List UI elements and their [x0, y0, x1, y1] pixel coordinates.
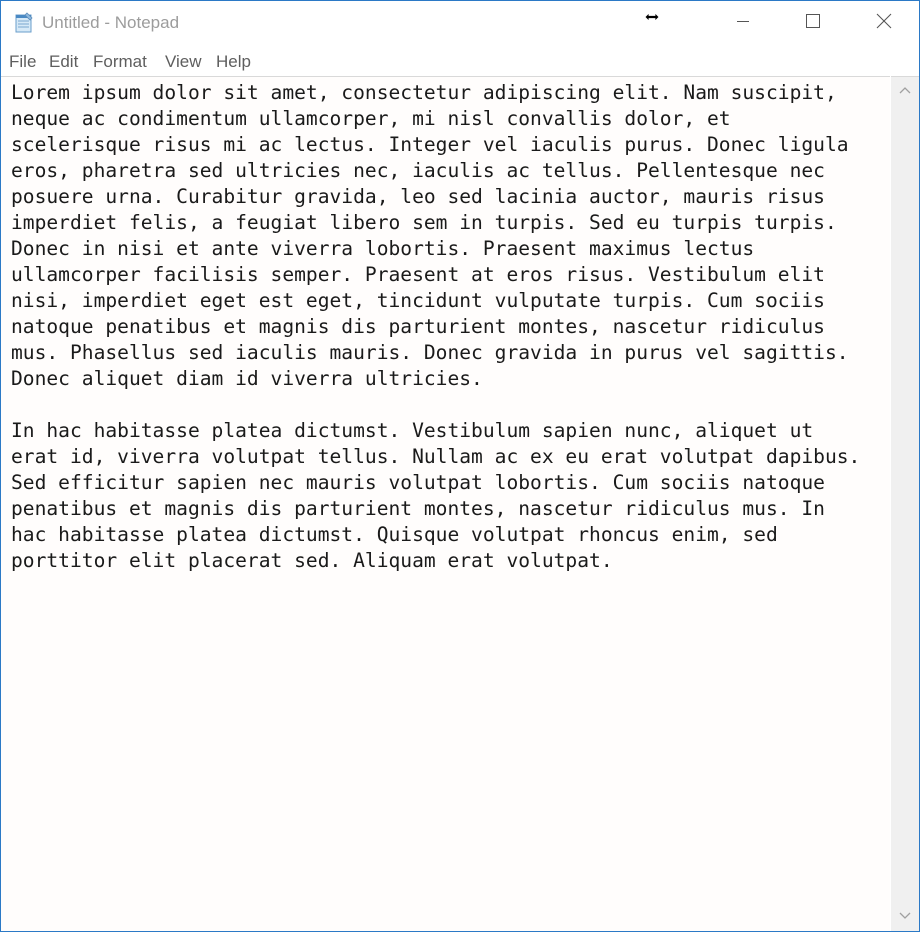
menu-edit[interactable]: Edit: [49, 52, 79, 71]
menu-bar: [1, 46, 919, 76]
menu-help[interactable]: Help: [216, 52, 251, 71]
scroll-up-arrow-icon: [898, 82, 912, 100]
window-title: Untitled - Notepad: [42, 13, 180, 32]
vertical-scrollbar[interactable]: [891, 76, 919, 932]
horizontal-resize-cursor-icon: [644, 10, 660, 24]
title-bar[interactable]: [1, 1, 919, 46]
menu-view[interactable]: View: [165, 52, 202, 71]
maximize-icon: [805, 13, 821, 34]
close-icon: [876, 13, 892, 34]
scroll-down-arrow-icon: [898, 908, 912, 926]
close-button[interactable]: [861, 1, 907, 46]
scroll-down-button[interactable]: [891, 903, 919, 931]
maximize-button[interactable]: [790, 1, 836, 46]
scroll-up-button[interactable]: [891, 77, 919, 105]
editor-content[interactable]: Lorem ipsum dolor sit amet, consectetur adipiscing elit. Nam suscipit, neque ac condimentum ullamcorper, mi nisl convallis dolor, et scelerisque risus mi ac lectus. Integer vel iaculis purus. Donec ligula eros, pharetra sed ultricies nec, iaculis ac tellus. Pellentesque nec posuere urna. Curabitur gravida, leo sed lacinia auctor, mauris risus imperdiet felis, a feugiat libero sem in turpis. Sed eu turpis turpis. Donec in nisi et ante viverra lobortis. Praesent maximus lectus ullamcorper facilisis semper. Praesent at eros risus. Vestibulum elit nisi, imperdiet eget est eget, tincidunt vulputate turpis. Cum sociis natoque penatibus et magnis dis parturient montes, nascetur ridiculus mus. Phasellus sed iaculis mauris. Donec gravida in purus vel sagittis. Donec aliquet diam id viverra ultricies. In hac habitasse platea dictumst. Vestibulum sapien nunc, aliquet ut erat id, viverra volutpat tellus. Nullam ac ex eu erat volutpat dapibus. Sed efficitur sapien nec mauris volutpat lobortis. Cum sociis natoque penatibus et magnis dis parturient montes, nascetur ridiculus mus. In hac habitasse platea dictumst. Quisque volutpat rhoncus enim, sed porttitor elit placerat sed. Aliquam erat volutpat.: [11, 81, 861, 572]
menu-file[interactable]: File: [9, 52, 37, 71]
minimize-icon: [736, 14, 750, 33]
menu-format[interactable]: Format: [93, 52, 147, 71]
text-editor-area[interactable]: [1, 76, 890, 932]
notepad-icon[interactable]: [13, 12, 35, 34]
minimize-button[interactable]: [720, 1, 766, 46]
